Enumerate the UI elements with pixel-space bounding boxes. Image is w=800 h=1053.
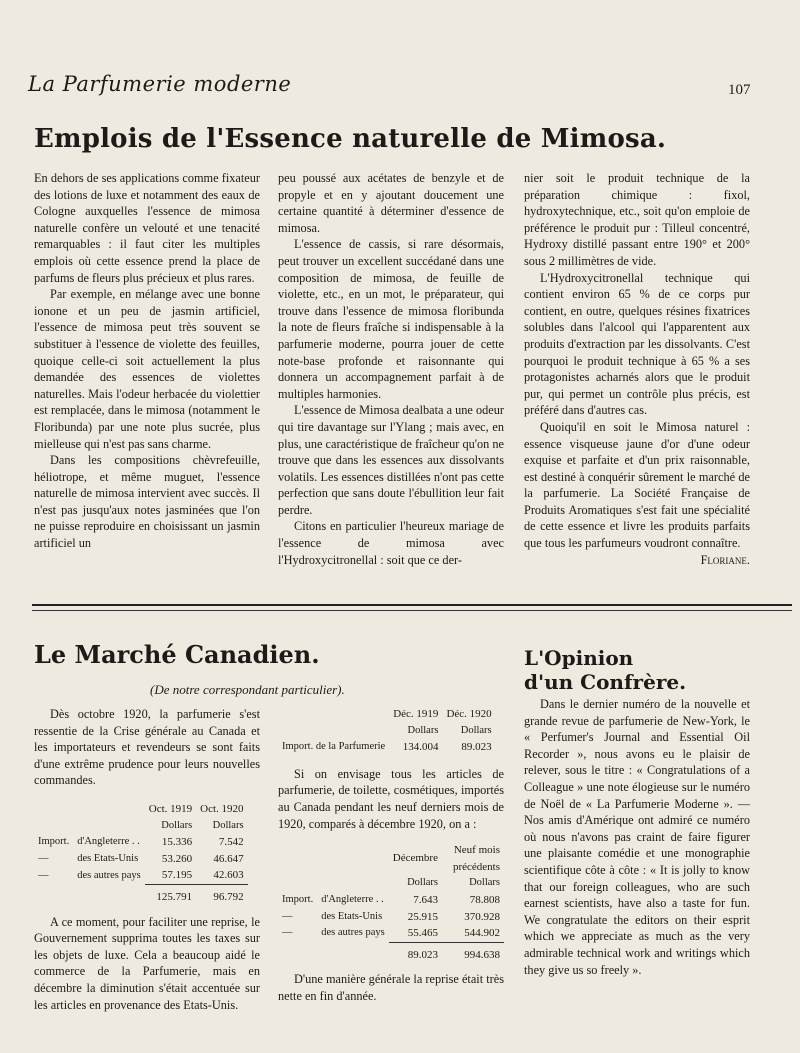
unit: Dollars <box>460 724 492 736</box>
page-number: 107 <box>728 82 751 98</box>
column-header: Déc. 1920 <box>446 708 492 720</box>
paragraph: peu poussé aux acétates de benzyle et de propyle et en y ajoutant doucement une certaine quantité à déterminer d'essence de mimosa. <box>278 171 504 235</box>
column-header: Oct. 1919 <box>148 802 193 815</box>
paragraph: Citons en particulier l'heureux mariage de l'essence de mimosa avec l'Hydroxycitronellal : soit que ce der- <box>278 519 504 567</box>
column-header: Oct. 1920 <box>200 802 244 815</box>
paragraph: nier soit le produit technique de la préparation chimique : fixol, hydroxytechnique, etc., soit qu'on emploie de préférence le produit pur : Tilleul concentré, Hydroxy distillé passant entre 190° et 200° sous 2 millimètres de vide. <box>524 171 750 268</box>
canada-column-1 <box>34 706 260 1013</box>
mimosa-column-3 <box>524 170 750 568</box>
paragraph: L'essence de Mimosa dealbata a une odeur qui tire davantage sur l'Ylang ; mais avec, en plus, une caractéristique de fraîcheur qu'on ne trouve que dans les essences aux dissolvants volatils. Les essences distillées n'ont pas cette perfection que sans doute l'ébullition leur fait perdre. <box>278 403 504 517</box>
table-row: — des autres pays 57.195 42.603 <box>38 869 244 882</box>
column-header: Déc. 1919 <box>393 708 439 720</box>
unit: Dollars <box>212 819 244 831</box>
paragraph: L'essence de cassis, si rare désormais, peut trouver un excellent succédané dans une composition de mimosa, de feuille de violette, etc., en un mot, le préparateur, qui trouve dans l'essence de mimosa floribunda la note de fleurs fraîche si indispensable à la parfumerie moderne, pourra jouer de cette note-base profonde et raisonnante qui donnera un accompagnement parfait à de multiples harmonies. <box>278 237 504 401</box>
paragraph: L'Hydroxycitronellal technique qui contient environ 65 % de ce corps pur contient, en outre, quelques résines fixatrices solubles dans l'alcool qui l'apparentent aux produits d'extraction par les dissolvants. C'est pourquoi le produit technique à 65 % a ses protagonistes acharnés alors que le produit pur, qui permet un contrôle plus précis, est préféré dans d'autres cas. <box>524 270 750 418</box>
running-head: La Parfumerie moderne <box>28 72 292 96</box>
article-title-opinion <box>524 646 686 694</box>
canada-column-2 <box>278 706 504 1005</box>
paragraph: Dans les compositions chèvrefeuille, héliotrope, et même muguet, l'essence naturelle de mimosa intervient avec succès. Il n'est pas jusqu'aux notes jasminées que l'on ne puisse reproduire en choisissant un jasmin artificiel un <box>34 453 260 551</box>
mimosa-column-1 <box>34 170 260 552</box>
table-row: — des Etats-Unis 53.260 46.647 <box>38 852 244 865</box>
section-divider <box>32 604 792 606</box>
table-october <box>34 801 248 906</box>
column-header: Décembre <box>392 852 438 865</box>
table-december <box>278 706 496 756</box>
paragraph: Quoiqu'il en soit le Mimosa naturel : essence visqueuse jaune d'or d'une odeur exquise et parfaite et d'un prix raisonnable, est destiné à conquérir sûrement le marché de la parfumerie. La Société Française de Produits Aromatiques s'est fait une spécialité de cette essence et livre les produits parfaits que tous les parfumeurs voudront connaître. <box>524 419 750 551</box>
unit: Dollars <box>407 724 439 736</box>
unit: Dollars <box>407 877 438 889</box>
article-title-canada: Le Marché Canadien. <box>34 640 320 669</box>
section-divider-thin <box>32 610 792 611</box>
paragraph: Par exemple, en mélange avec une bonne ionone et un peu de jasmin artificiel, l'essence de mimosa peut très souvent se substituer à l'essence de violette des feuilles, quoique celle-ci soit actuellement la plus demandée des essences de violettes naturelles. Mais l'odeur herbacée du violettier est remplacée, dans le mimosa (notamment le Floribunda) par une note plus sucrée, plus mielleuse qui n'est pas sans charme. <box>34 287 260 451</box>
unit: Dollars <box>161 819 193 831</box>
table-row: Import. d'Angleterre . . 7.643 78.808 <box>282 893 500 906</box>
paragraph: D'une manière générale la reprise était très nette en fin d'année. <box>278 972 504 1003</box>
table-nine-months <box>278 842 504 963</box>
column-header: Neuf mois précédents <box>452 844 500 873</box>
paragraph: Dans le dernier numéro de la nouvelle et grande revue de parfumerie de New-York, le « Perfumer's Journal and Essential Oil Recorder », nous avons eu le plaisir de relever, sous le titre : « Congratulations of a Colleague » une note élogieuse sur le numéro de Noël de « La Parfumerie Moderne ». — Nos amis d'Amérique ont admiré ce numéro où nous n'avons pas craint de faire figurer une plaisante comédie et une monographie scientifique côte à côte : « It is jolly to know that our foreign colleagues, who are such earnest scientists, have also a taste for fun. We congratulate the editors on their esprit which we appreciate as much as the very admirable technical work and writings which they give us so freely ». <box>524 697 750 977</box>
paragraph: Dès octobre 1920, la parfumerie s'est ressentie de la Crise générale au Canada et les importateurs et revendeurs se sont faits d'une extrême prudence pour leurs nouvelles commandes. <box>34 707 260 788</box>
paragraph: A ce moment, pour faciliter une reprise, le Gouvernement supprima toutes les taxes sur les objets de luxe. Cela a beaucoup aidé le commerce de la Parfumerie, mais en décembre la diminution s'était accentuée sur les articles en provenance des Etats-Unis. <box>34 914 260 1012</box>
unit: Dollars <box>469 877 500 889</box>
paragraph: Si on envisage tous les articles de parfumerie, de toilette, cosmétiques, importés au Canada pendant les neuf derniers mois de 1920, comparés à décembre 1920, on a : <box>278 766 504 831</box>
table-row: Import. d'Angleterre . . 15.336 7.542 <box>38 836 244 849</box>
title-line: d'un Confrère. <box>524 670 687 694</box>
title-line: L'Opinion <box>524 646 634 670</box>
table-total-row: 89.023 994.638 <box>278 942 504 963</box>
table-total-row: 125.791 96.792 <box>34 884 248 905</box>
table-row: — des Etats-Unis 25.915 370.928 <box>282 910 500 923</box>
article-subtitle: (De notre correspondant particulier). <box>150 682 345 697</box>
mimosa-column-2 <box>278 170 504 568</box>
paragraph: En dehors de ses applications comme fixateur des lotions de luxe et notamment des eaux de Cologne auxquelles l'essence de mimosa naturelle confère un velouté et une tenacité remarquables : il faut citer les multiples emplois où cette essence prend la place de parfums de fleurs plus précieux et plus rares. <box>34 171 260 285</box>
article-title-mimosa: Emplois de l'Essence naturelle de Mimosa. <box>34 124 667 154</box>
opinion-column <box>524 696 750 978</box>
table-row: Import. de la Parfumerie 134.004 89.023 <box>282 741 492 754</box>
author-signature: Floriane. <box>700 552 750 567</box>
table-row: — des autres pays 55.465 544.902 <box>282 927 500 940</box>
